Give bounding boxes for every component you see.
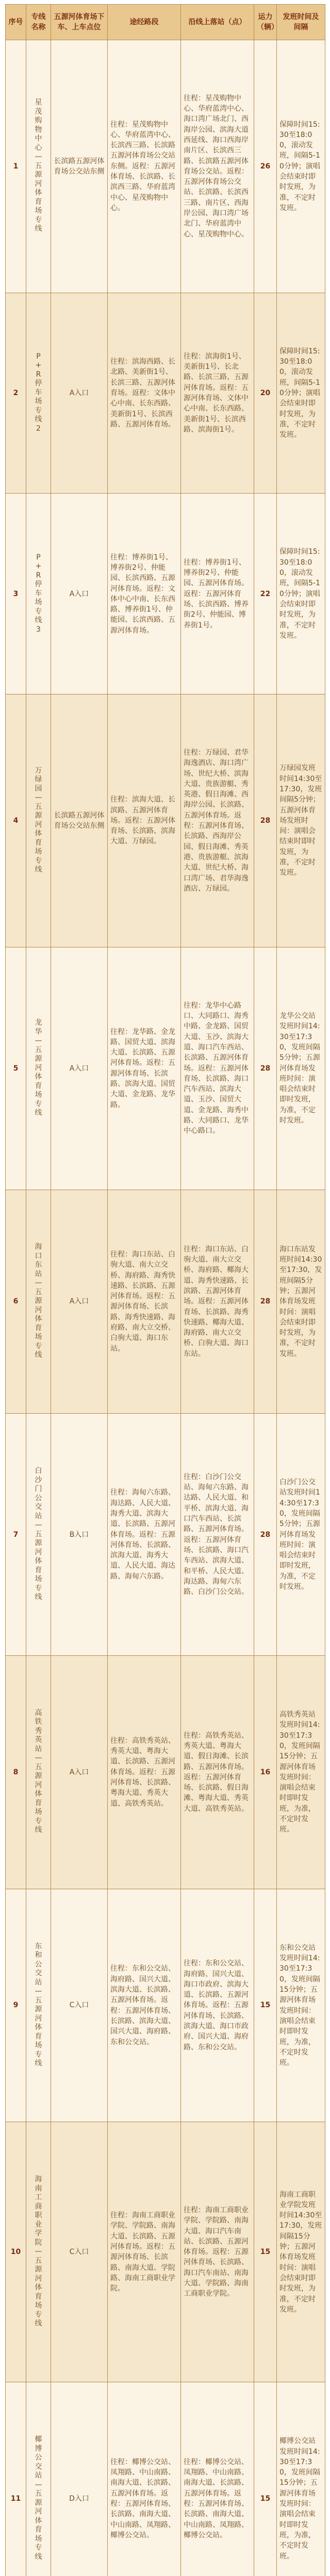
- row-index: 3: [6, 494, 26, 694]
- row-index: 1: [6, 40, 26, 293]
- route-name-text: 星茂购物中心—五源河体育场专线: [35, 98, 42, 233]
- row-route-stops: 往程：高铁秀英站、秀英大道、粤海大道、假日海滩、长滨路、五源河体育场。返程：五源河体育场、长滨路、假日海滩、粤海大道、秀英大道、高铁秀英站。: [181, 1656, 254, 1889]
- row-stop-point: A入口: [51, 293, 108, 494]
- row-route-roads: 往程：龙华路、金龙路、国贸大道、滨海大道、长滨路、五源河体育场。返程：五源河体育场、长滨路、滨海大道、国贸大道、金龙路、龙华路。: [108, 947, 181, 1190]
- table-row: [6, 40, 325, 293]
- row-route-name: [26, 1414, 51, 1656]
- table-row: [6, 293, 325, 494]
- column-header-stops: 沿线上落站（点）: [181, 5, 254, 40]
- row-route-name: [26, 694, 51, 947]
- table-row: [6, 2382, 325, 2576]
- row-route-stops: 往程：东和公交站、海府路、国兴大道、海口市政府、滨海大道、长滨路、五源河体育场。返程：五源河体育场、长滨路、滨海大道、海口市政府、国兴大道、海府路、东和公交站。: [181, 1889, 254, 2122]
- row-route-roads: 往程：博养街1号、博养街2号、仲能园、长滨西路、五源河体育场。返程：文体中心中南、长东西路、博养街1号、仲能园、长滨西路、五源河体育场。: [108, 494, 181, 694]
- row-bus-count: 15: [254, 1889, 277, 2122]
- row-route-roads: 往程：滨海西路、长北路、美新街1号、长滨三路、五源河体育场。返程：文体中心中南、长东西路、美新街1号、长滨西路、五源河体育场。: [108, 293, 181, 494]
- row-bus-count: 28: [254, 1414, 277, 1656]
- route-name-text: 龙华—五源河体育场专线: [35, 1019, 42, 1117]
- row-route-stops: 往程：星茂购物中心、华府蓝湾中心、海口湾广场北门、西海岸公园、滨海大道西延线、海口西海岸南片区、长滨西三路、长滨路五源河体育场公交站。返程：五源河体育场公交站、长滨路、长滨西三路、南片区、西海岸公园、海口湾广场北门、华府蓝湾中心、星茂购物中心。: [181, 40, 254, 293]
- row-route-roads: 往程：海口东站、白驹大道、南大立交桥、海府路、海秀快速路、长滨路、五源河体育场。返程：五源河体育场、长滨路、海秀快速路、海府路、南大立交桥、白驹大道、海口东站。: [108, 1190, 181, 1414]
- table-body: [6, 40, 325, 2576]
- row-schedule-time: 保障时间15:30至18:00，滚动发班，间隔5-10分钟；演唱会结束时即时发班，为准，不定时发班。: [277, 293, 325, 494]
- row-stop-point: A入口: [51, 947, 108, 1190]
- column-header-count: 运力（辆）: [254, 5, 277, 40]
- row-route-roads: 往程：滨海大道、长滨路、五源河体育场。返程：五源河体育场、长滨路、滨海大道、万绿园。: [108, 694, 181, 947]
- route-name-text: 万绿园—五源河体育场专线: [35, 766, 42, 874]
- row-route-name: [26, 293, 51, 494]
- row-stop-point: D入口: [51, 2382, 108, 2576]
- row-route-stops: 往程：白沙门公交站、海甸六东路、海达路、人民大道、和平桥、滨海大道、海口汽车西站、长滨路、五源河体育场。返程：五源河体育场、长滨路、海口汽车西站、滨海大道、和平桥、人民大道、海达路、海甸六东路、白沙门公交站。: [181, 1414, 254, 1656]
- row-index: 4: [6, 694, 26, 947]
- route-name-text: P+R停车场专线3: [35, 553, 42, 634]
- row-schedule-time: 东和公交站发班时间14:30至17:30，发班间隔15分钟；五源河体育场发班时间：演唱会结束时即时发班，为准，不定时发班。: [277, 1889, 325, 2122]
- row-route-name: [26, 40, 51, 293]
- row-stop-point: A入口: [51, 1190, 108, 1414]
- row-route-name: [26, 1889, 51, 2122]
- table-row: [6, 1414, 325, 1656]
- row-stop-point: A入口: [51, 1656, 108, 1889]
- row-schedule-time: 保障时间15:30至18:00，滚动发班，间隔5-10分钟；演唱会结束时即时发班，为准，不定时发班。: [277, 494, 325, 694]
- row-index: 11: [6, 2382, 26, 2576]
- column-header-point: 五源河体育场下车、上车点位: [51, 5, 108, 40]
- route-name-text: 椰博公交站—五源河体育场专线: [35, 2435, 42, 2561]
- row-stop-point: 长滨路五源河体育场公交站东侧: [51, 40, 108, 293]
- row-bus-count: 15: [254, 2382, 277, 2576]
- row-route-stops: 往程：万绿园、君华海逸酒店、海口湾广场、世纪大桥、滨海大道、贵族游艇、秀英港、假日海滩、西海岸公园、长滨路、五源河体育场。返程：五源河体育场、长滨路、西海岸公园、假日海滩、秀英港、贵族游艇、滨海大道、世纪大桥、海口湾广场、君华海逸酒店、万绿园。: [181, 694, 254, 947]
- table-row: [6, 1656, 325, 1889]
- row-bus-count: 28: [254, 947, 277, 1190]
- row-route-roads: 往程：海甸六东路、海达路、人民大道、海秀大道、滨海大道、长滨路、五源河体育场。返程：五源河体育场、长滨路、滨海大道、海秀大道、人民大道、海达路、海甸六东路。: [108, 1414, 181, 1656]
- row-route-name: [26, 494, 51, 694]
- row-index: 7: [6, 1414, 26, 1656]
- row-route-roads: 往程：海南工商职业学院、学院路、南海大道、长滨路、五源河体育场。返程：五源河体育场、长滨路、南海大道、学院路、海南工商职业学院。: [108, 2122, 181, 2382]
- row-bus-count: 22: [254, 494, 277, 694]
- route-name-text: 白沙门公交站—五源河体育场专线: [35, 1467, 42, 1602]
- row-route-roads: 往程：星茂购物中心、华府蓝湾中心、长滨西三路、长滨路五源河体育场公交站东侧。返程：五源河体育场、长滨路、长滨西三路、华府蓝湾中心、星茂购物中心。: [108, 40, 181, 293]
- row-index: 2: [6, 293, 26, 494]
- row-schedule-time: 海口东站发班时间14:30至17:30，发班间隔5分钟；五源河体育场发班时间：演唱会结束时即时发班，为准，不定时发班。: [277, 1190, 325, 1414]
- row-index: 8: [6, 1656, 26, 1889]
- row-bus-count: 20: [254, 293, 277, 494]
- column-header-index: 序号: [6, 5, 26, 40]
- row-stop-point: 长滨路五源河体育场公交站东侧: [51, 694, 108, 947]
- row-route-stops: 往程：椰博公交站、凤翔路、中山南路、南海大道、长滨路、五源河体育场。返程：五源河体育场、长滨路、南海大道、中山南路、凤翔路、椰博公交站。: [181, 2382, 254, 2576]
- row-schedule-time: 龙华公交站发班时间14:30至17:30，发班间隔5分钟；五源河体育场发班时间：演唱会结束时即时发班，为准，不定时发班。: [277, 947, 325, 1190]
- table-row: [6, 947, 325, 1190]
- row-stop-point: C入口: [51, 2122, 108, 2382]
- table-row: [6, 2122, 325, 2382]
- route-name-text: 海口东站—五源河体育场专线: [35, 1243, 42, 1360]
- row-index: 6: [6, 1190, 26, 1414]
- row-schedule-time: 高铁秀英站发班时间14:30至17:30，发班间隔15分钟；五源河体育场发班时间：演唱会结束时即时发班，为准，不定时发班。: [277, 1656, 325, 1889]
- row-schedule-time: 海南工商职业学院发班时间14:30至17:30，发班间隔15分钟；五源河体育场发班时间：演唱会结束时即时发班，为准，不定时发班。: [277, 2122, 325, 2382]
- row-route-name: [26, 1190, 51, 1414]
- route-name-text: 海南工商职业学院—五源河体育场专线: [35, 2175, 42, 2328]
- table-row: [6, 494, 325, 694]
- route-name-text: P+R停车场专线2: [35, 352, 42, 433]
- row-index: 5: [6, 947, 26, 1190]
- row-route-stops: 往程：博养街1号、博养街2号、仲能园、五源河体育场。返程：五源河体育场、长滨西路、博养街2号、仲能园、博养街1号。: [181, 494, 254, 694]
- row-route-name: [26, 2382, 51, 2576]
- table-row: [6, 1190, 325, 1414]
- row-schedule-time: 白沙门公交站发班时间14:30至17:30，发班间隔5分钟；五源河体育场发班时间：演唱会结束时即时发班，为准，不定时发班。: [277, 1414, 325, 1656]
- row-bus-count: 16: [254, 1656, 277, 1889]
- row-route-roads: 往程：椰博公交站、凤翔路、中山南路、南海大道、长滨路、五源河体育场。返程：五源河体育场、长滨路、南海大道、中山南路、凤翔路、椰博公交站。: [108, 2382, 181, 2576]
- route-name-text: 东和公交站—五源河体育场专线: [35, 1942, 42, 2068]
- column-header-time: 发班时间及间隔: [277, 5, 325, 40]
- row-bus-count: 28: [254, 1190, 277, 1414]
- table-row: [6, 1889, 325, 2122]
- row-schedule-time: 保障时间15:30至18:00，滚动发班，间隔5-10分钟；演唱会结束时即时发班，为准，不定时发班。: [277, 40, 325, 293]
- row-route-name: [26, 947, 51, 1190]
- column-header-route: 途经路段: [108, 5, 181, 40]
- row-route-stops: 往程：海口东站、白驹大道、南大立交桥、海府路、椰海大道、海秀快速路、长滨路、五源河体育场。返程：五源河体育场、长滨路、海秀快速路、椰海大道、海府路、南大立交桥、白驹大道、海口东站。: [181, 1190, 254, 1414]
- table-header: [6, 5, 325, 40]
- column-header-name: 专线名称: [26, 5, 51, 40]
- route-name-text: 高铁秀英站—五源河体育场专线: [35, 1708, 42, 1835]
- row-route-roads: 往程：高铁秀英站、秀英大道、粤海大道、长滨路、五源河体育场。返程：五源河体育场、长滨路、粤海大道、秀英大道、高铁秀英站。: [108, 1656, 181, 1889]
- row-route-roads: 往程：东和公交站、海府路、国兴大道、滨海大道、长滨路、五源河体育场。返程：五源河体育场、长滨路、滨海大道、国兴大道、海府路、东和公交站。: [108, 1889, 181, 2122]
- bus-schedule-table: [5, 4, 325, 2576]
- row-schedule-time: 万绿园发班时间14:30至17:30，发班间隔5分钟；五源河体育场发班时间：演唱会结束时即时发班，为准，不定时发班。: [277, 694, 325, 947]
- row-stop-point: A入口: [51, 494, 108, 694]
- row-route-stops: 往程：海南工商职业学院、学院路、南海大道、海口汽车南站、长滨路、五源河体育场。返程：五源河体育场、长滨路、海口汽车南站、南海大道、学院路、海南工商职业学院。: [181, 2122, 254, 2382]
- row-route-stops: 往程：滨海街1号、美新街1号、长北路、长滨三路、五源河体育场。返程：五源河体育场、文体中心中南、长东西路、美新街1号、长滨西路、滨海街1号。: [181, 293, 254, 494]
- row-bus-count: 15: [254, 2122, 277, 2382]
- row-index: 10: [6, 2122, 26, 2382]
- row-route-stops: 往程：龙华中心路口、大同路口、海秀中路、金龙路、国贸大道、玉沙、滨海大道、海口汽车西站、长滨路、五源河体育场。返程：五源河体育场、长滨路、海口汽车西站、滨海大道、玉沙、国贸大道、金龙路、海秀中路、大同路口、龙华中心路口。: [181, 947, 254, 1190]
- row-stop-point: B入口: [51, 1414, 108, 1656]
- row-bus-count: 26: [254, 40, 277, 293]
- table-row: [6, 694, 325, 947]
- row-stop-point: C入口: [51, 1889, 108, 2122]
- row-route-name: [26, 1656, 51, 1889]
- row-bus-count: 28: [254, 694, 277, 947]
- row-schedule-time: 椰博公交站发班时间14:30至17:30，发班间隔15分钟；五源河体育场发班时间：演唱会结束时即时发班，为准，不定时发班。: [277, 2382, 325, 2576]
- row-route-name: [26, 2122, 51, 2382]
- row-index: 9: [6, 1889, 26, 2122]
